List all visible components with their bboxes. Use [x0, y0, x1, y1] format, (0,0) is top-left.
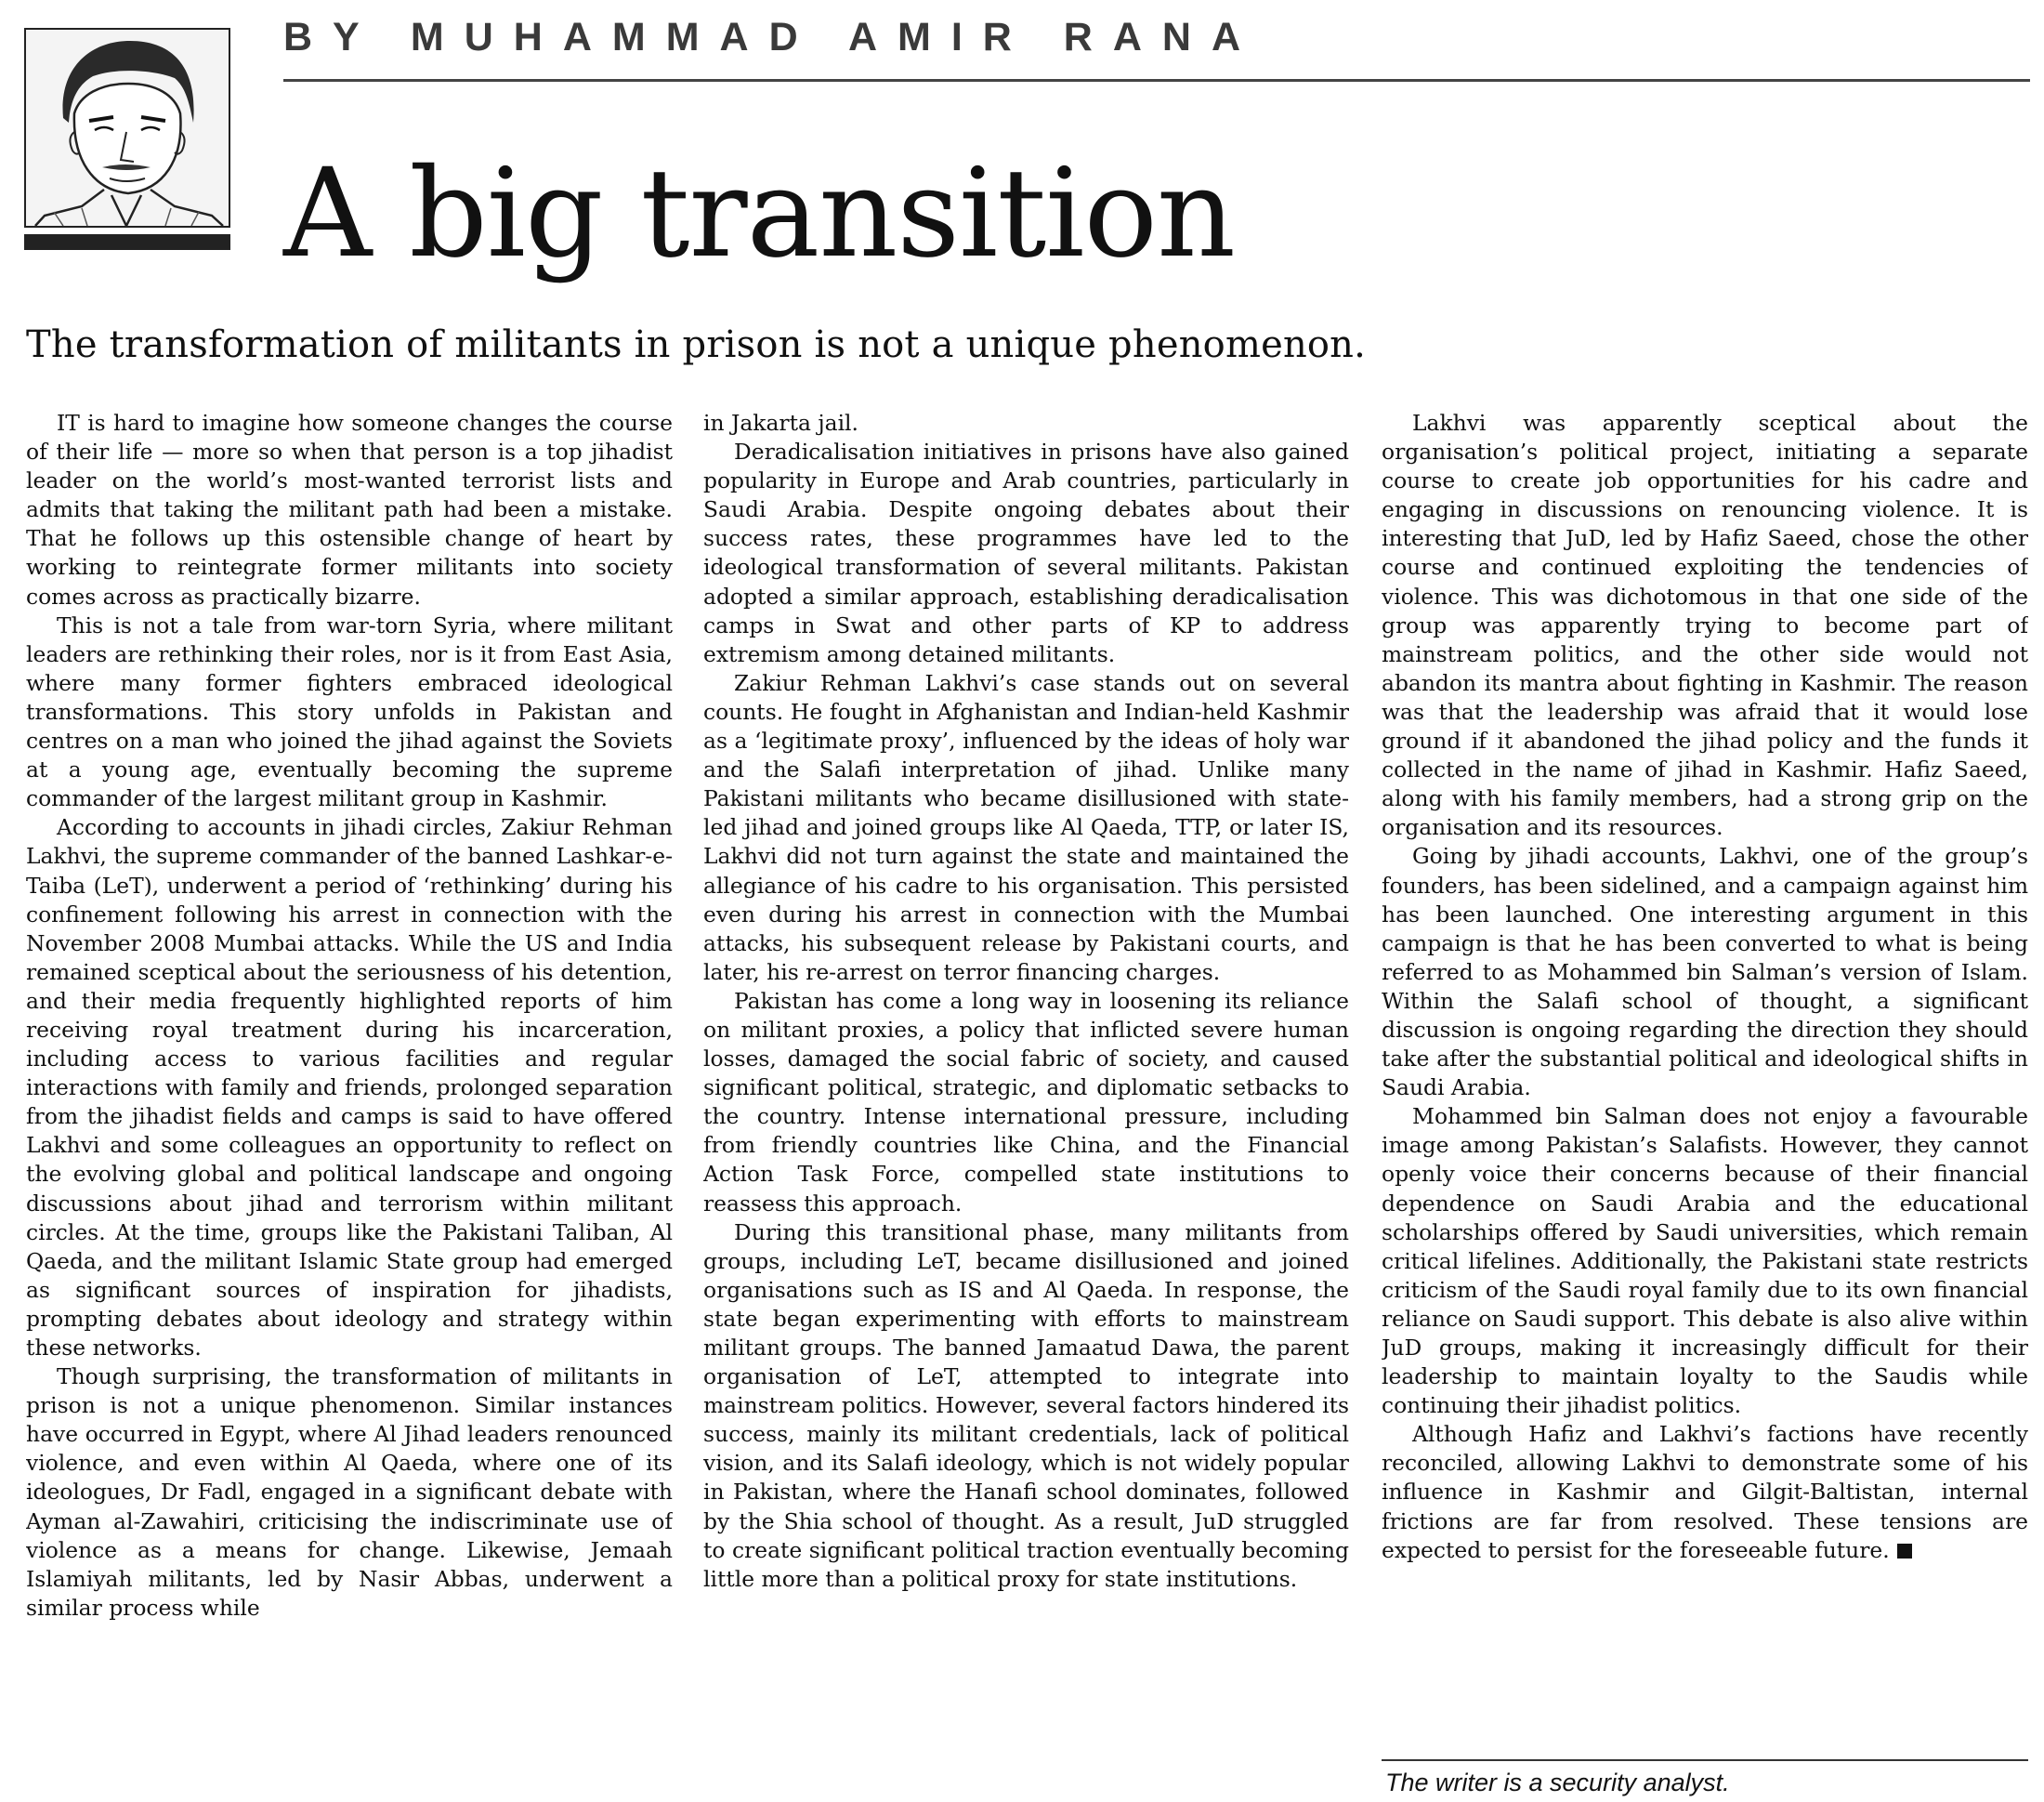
paragraph-continued: in Jakarta jail. — [703, 410, 858, 436]
byline-divider — [283, 79, 2030, 82]
author-portrait — [24, 28, 230, 228]
paragraph: Zakiur Rehman Lakhvi’s case stands out on several counts. He fought in Afghanistan and Indian-held Kashmir as a ‘legitimate proxy’, influenced by the ideas of holy war and the Salafi interpretation of jihad. Unlike many Pakistani militants who became disillusioned with state-led jihad and joined groups like Al Qaeda, TTP, or later IS, Lakhvi did not turn against the state and maintained the allegiance of his cadre to his organisation. This persisted even during his arrest in connection with the Mumbai attacks, his subsequent release by Pakistani courts, and later, his re-arrest on terror financing charges. — [703, 669, 1349, 985]
paragraph: This is not a tale from war-torn Syria, where militant leaders are rethinking their roles, nor is it from East Asia, where many former fighters embraced ideological transformations. This story unfolds in Pakistan and centres on a man who joined the jihad against the Soviets at a young age, eventually becoming the supreme commander of the largest militant group in Kashmir. — [26, 612, 673, 812]
headline: A big transition — [283, 142, 1236, 285]
paragraph: Pakistan has come a long way in loosening its reliance on militant proxies, a policy that inflicted severe human losses, damaged the social fabric of society, and caused significant political, strategic, and diplomatic setbacks to the country. Intense international pressure, including from friendly countries like China, and the Financial Action Task Force, compelled state institutions to reassess this approach. — [703, 987, 1349, 1217]
paragraph: Though surprising, the transformation of militants in prison is not a unique phenomenon. Similar instances have occurred in Egypt, where Al Jihad leaders renounced violence, and even within Al Qaeda, where one of its ideologues, Dr Fadl, engaged in a significant debate with Ayman al-Zawahiri, criticising the indiscriminate use of violence as a means for change. Likewise, Jemaah Islamiyah militants, led by Nasir Abbas, underwent a similar process while — [26, 1363, 673, 1621]
standfirst: The transformation of militants in prison is not a unique phenomenon. — [26, 323, 1367, 366]
paragraph: Going by jihadi accounts, Lakhvi, one of the group’s founders, has been sidelined, and a campaign against him has been launched. One interesting argument in this campaign is that he has been converted to what is being referred to as Mohammed bin Salman’s version of Islam. Within the Salafi school of thought, a significant discussion is ongoing regarding the direction they should take after the substantial political and ideological shifts in Saudi Arabia. — [1382, 843, 2028, 1101]
article-column-3 — [1382, 409, 2028, 1794]
paragraph: IT is hard to imagine how someone changes the course of their life — more so when that person is a top jihadist leader on the world’s most-wanted terrorist lists and admits that taking the militant path had been a mistake. That he follows up this ostensible change of heart by working to reintegrate former militants into society comes across as practically bizarre. — [26, 410, 673, 610]
byline: BY MUHAMMAD AMIR RANA — [283, 15, 1262, 59]
paragraph: According to accounts in jihadi circles, Zakiur Rehman Lakhvi, the supreme commander of the banned Lashkar-e-Taiba (LeT), underwent a period of ‘rethinking’ during his confinement following his arrest in connection with the November 2008 Mumbai attacks. While the US and India remained sceptical about the seriousness of his detention, and their media frequently highlighted reports of him receiving royal treatment during his incarceration, including access to various facilities and regular interactions with family and friends, prolonged separation from the jihadist fields and camps is said to have offered Lakhvi and some colleagues an opportunity to reflect on the evolving global and political landscape and ongoing discussions about jihad and terrorism within militant circles. At the time, groups like the Pakistani Taliban, Al Qaeda, and the militant Islamic State group had emerged as significant sources of inspiration for jihadists, prompting debates about ideology and strategy within these networks. — [26, 814, 673, 1361]
paragraph: Deradicalisation initiatives in prisons have also gained popularity in Europe and Arab countries, particularly in Saudi Arabia. Despite ongoing debates about their success rates, these programmes have led to the ideological transformation of several militants. Pakistan adopted a similar approach, establishing deradicalisation camps in Swat and other parts of KP to address extremism among detained militants. — [703, 439, 1349, 667]
tagline-divider — [1382, 1759, 2028, 1761]
paragraph: During this transitional phase, many militants from groups, including LeT, became disillusioned and joined organisations such as IS and Al Qaeda. In response, the state began experimenting with efforts to mainstream militant groups. The banned Jamaatud Dawa, the parent organisation of LeT, attempted to integrate into mainstream politics. However, several factors hindered its success, mainly its militant credentials, lack of political vision, and its Salafi ideology, which is not widely popular in Pakistan, where the Hanafi school dominates, followed by the Shia school of thought. As a result, JuD struggled to create significant political traction eventually becoming little more than a political proxy for state institutions. — [703, 1218, 1349, 1592]
portrait-bar — [24, 234, 230, 250]
paragraph-final-text: Although Hafiz and Lakhvi’s factions have recently reconciled, allowing Lakhvi to demonstrate some of his influence in Kashmir and Gilgit-Baltistan, internal frictions are far from resolved. These tensions are expected to persist for the foreseeable future. — [1382, 1421, 2028, 1563]
paragraph: Mohammed bin Salman does not enjoy a favourable image among Pakistan’s Salafists. However, they cannot openly voice their concerns because of their financial dependence on Saudi Arabia and the educational scholarships offered by Saudi universities, which remain critical lifelines. Additionally, the Pakistani state restricts criticism of the Saudi royal family due to its own financial reliance on Saudi support. This debate is also alive within JuD groups, making it increasingly difficult for their leadership to maintain loyalty to the Saudis while continuing their jihadist politics. — [1382, 1103, 2028, 1419]
author-portrait-icon — [26, 30, 229, 226]
paragraph-final — [1382, 1420, 2028, 1564]
article-column-1 — [26, 409, 673, 1794]
writer-tagline: The writer is a security analyst. — [1385, 1769, 1730, 1796]
square-end-mark-icon — [1897, 1544, 1912, 1559]
article-column-2 — [703, 409, 1349, 1794]
paragraph: Lakhvi was apparently sceptical about the organisation’s political project, initiating a separate course to create job opportunities for his cadre and engaging in discussions on renouncing violence. It is interesting that JuD, led by Hafiz Saeed, chose the other course and continued exploiting the tendencies of violence. This was dichotomous in that one side of the group was apparently trying to become part of mainstream politics, and the other side would not abandon its mantra about fighting in Kashmir. The reason was that the leadership was afraid that it would lose ground if it abandoned the jihad policy and the funds it collected in the name of jihad in Kashmir. Hafiz Saeed, along with his family members, had a strong grip on the organisation and its resources. — [1382, 410, 2028, 841]
